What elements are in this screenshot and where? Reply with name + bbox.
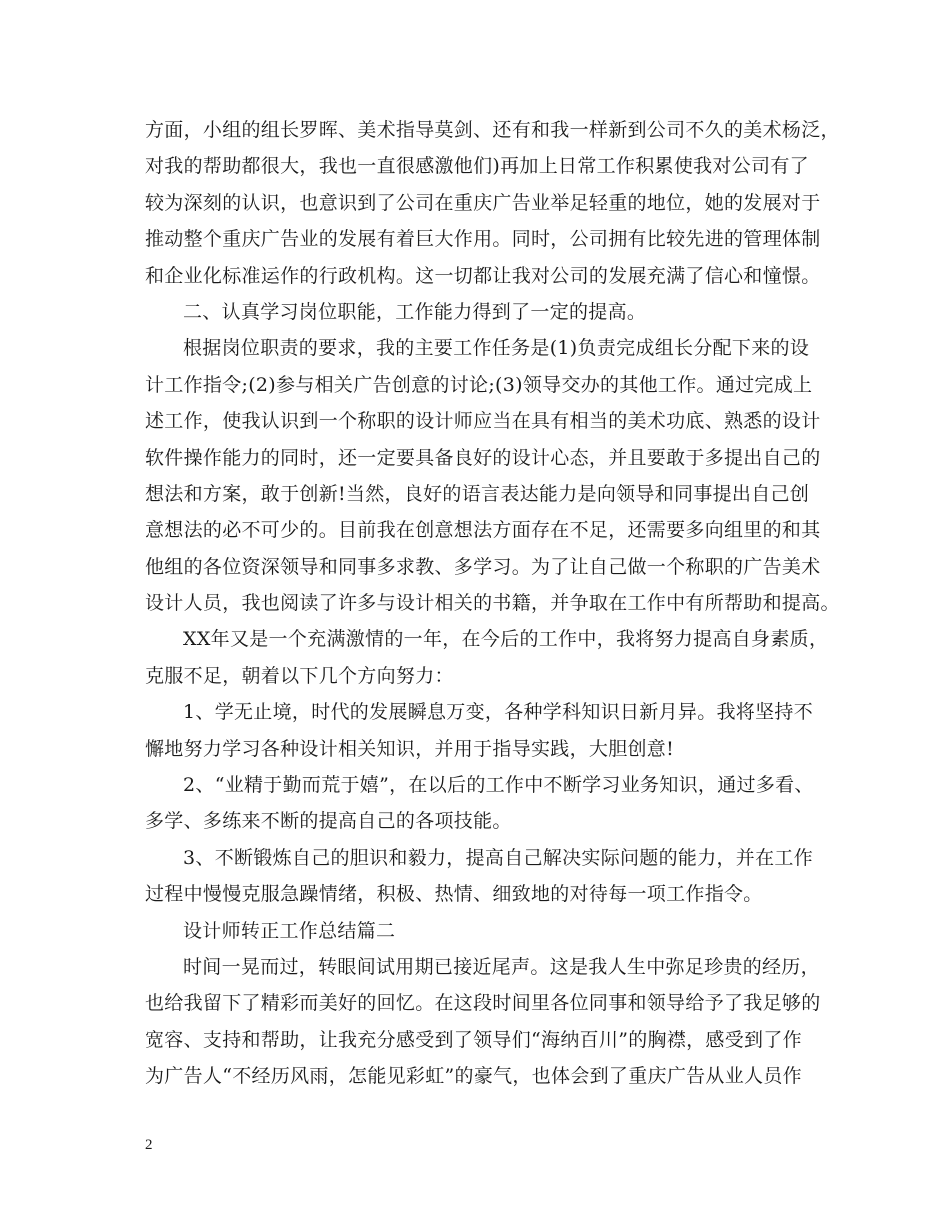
text-line: 1、学无止境，时代的发展瞬息万变，各种学科知识日新月异。我将坚持不 — [183, 701, 813, 724]
text-line: 和企业化标准运作的行政机构。这一切都让我对公司的发展充满了信心和憧憬。 — [145, 264, 821, 287]
text-line: 为广告人“不经历风雨，怎能见彩虹”的豪气，也体会到了重庆广告从业人员作 — [145, 1065, 802, 1088]
text-line: 懈地努力学习各种设计相关知识，并用于指导实践，大胆创意! — [145, 737, 675, 760]
text-line: 根据岗位职责的要求，我的主要工作任务是(1)负责完成组长分配下来的设 — [183, 337, 810, 360]
text-line: 对我的帮助都很大，我也一直很感激他们)再加上日常工作积累使我对公司有了 — [145, 155, 809, 178]
text-line: 多学、多练来不断的提高自己的各项技能。 — [145, 810, 512, 833]
text-line: 述工作，使我认识到一个称职的设计师应当在具有相当的美术功底、熟悉的设计 — [145, 410, 821, 433]
text-line: 想法和方案，敢于创新!当然，良好的语言表达能力是向领导和同事提出自己创 — [145, 482, 810, 505]
text-line: 意想法的必不可少的。目前我在创意想法方面存在不足，还需要多向组里的和其 — [145, 519, 821, 542]
text-line: 软件操作能力的同时，还一定要具备良好的设计心态，并且要敢于多提出自己的 — [145, 446, 821, 469]
text-line: 也给我留下了精彩而美好的回忆。在这段时间里各位同事和领导给予了我足够的 — [145, 992, 821, 1015]
text-line: 宽容、支持和帮助，让我充分感受到了领导们“海纳百川”的胸襟，感受到了作 — [145, 1028, 802, 1051]
page-number: 2 — [145, 1137, 153, 1153]
text-line: 3、不断锻炼自己的胆识和毅力，提高自己解决实际问题的能力，并在工作 — [183, 846, 813, 869]
text-line: 推动整个重庆广告业的发展有着巨大作用。同时，公司拥有比较先进的管理体制 — [145, 228, 821, 251]
text-line: 2、“业精于勤而荒于嬉”，在以后的工作中不断学习业务知识，通过多看、 — [183, 774, 814, 797]
text-line: 设计师转正工作总结篇二 — [183, 919, 396, 942]
text-line: 设计人员，我也阅读了许多与设计相关的书籍，并争取在工作中有所帮助和提高。 — [145, 592, 840, 615]
text-line: 较为深刻的认识，也意识到了公司在重庆广告业举足轻重的地位，她的发展对于 — [145, 191, 821, 214]
text-line: 二、认真学习岗位职能，工作能力得到了一定的提高。 — [183, 300, 647, 323]
text-line: XX年又是一个充满激情的一年，在今后的工作中，我将努力提高自身素质， — [183, 628, 829, 651]
text-line: 他组的各位资深领导和同事多求教、多学习。为了让自己做一个称职的广告美术 — [145, 555, 821, 578]
text-line: 方面，小组的组长罗晖、美术指导莫剑、还有和我一样新到公司不久的美术杨泛， — [145, 119, 840, 141]
text-line: 过程中慢慢克服急躁情绪，积极、热情、细致地的对待每一项工作指令。 — [145, 883, 763, 906]
body-text — [145, 112, 840, 1095]
text-line: 时间一晃而过，转眼间试用期已接近尾声。这是我人生中弥足珍贵的经历， — [183, 955, 820, 978]
text-line: 计工作指令;(2)参与相关广告创意的讨论;(3)领导交办的其他工作。通过完成上 — [145, 373, 813, 396]
text-line: 克服不足，朝着以下几个方向努力： — [145, 664, 454, 687]
